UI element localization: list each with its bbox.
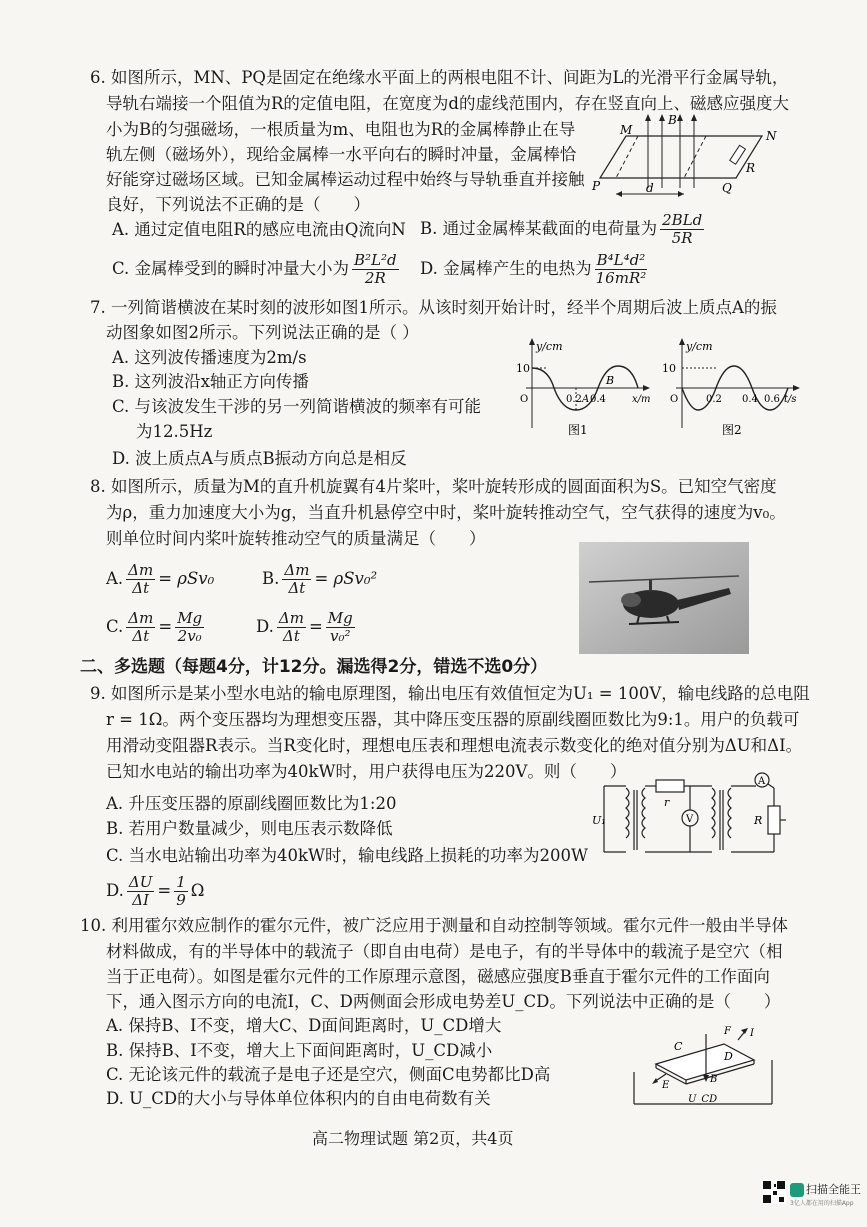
qr-code-icon [762,1180,786,1204]
fig1-caption: 图1 [568,423,588,437]
q8-option-a-rhs: = ρSv₀ [158,569,215,588]
fig6-label-b: B [668,113,677,127]
ammeter-icon: A [758,776,766,787]
q6-rail-figure [586,108,786,212]
q8-option-c-frac-lhs: $\frac{\Delta m}{\Delta t}$ [128,609,154,645]
q9-line-4: 已知水电站的输出功率为40kW时，用户获得电压为220V。则（ ） [106,762,627,781]
q8-option-c-frac-rhs: $\frac{Mg}{\text{2v₀}}$ [177,609,203,645]
q10-option-a[interactable]: A. 保持B、I不变，增大C、D面间距离时，U_CD增大 [106,1016,502,1035]
fig6-label-p: P [592,179,601,193]
fig9-label-r-load: R [754,814,763,827]
q8-line-2: 为ρ，重力加速度大小为g，当直升机悬停空中时，桨叶旋转推动空气，空气获得的速度为v₀。 [106,503,786,522]
fig10-label-f: F [724,1026,731,1037]
q9-circuit-figure [590,766,790,866]
q9-option-d[interactable] [106,872,204,910]
q8-option-a[interactable] [106,560,214,598]
fig10-label-b: B [710,1074,718,1085]
q8-option-a-label: A. [106,569,124,588]
q6-line-5: 好能穿过磁场区域。已知金属棒运动过程中始终与导轨垂直并接触 [106,170,585,189]
q9-option-d-eq: = [157,881,172,900]
fig1-val10: 10 [516,362,530,375]
q8-option-d-frac-lhs: $\frac{\Delta m}{\Delta t}$ [278,609,304,645]
q8-option-d-eq: = [308,617,323,636]
q6-option-a[interactable]: A. 通过定值电阻R的感应电流由Q流向N [112,220,406,239]
section-2-heading: 二、多选题（每题4分，计12分。漏选得2分，错选不选0分） [80,657,548,677]
q8-line-1: 8. 如图所示，质量为M的直升机旋翼有4片桨叶，桨叶旋转形成的圆面面积为S。已知空气密度 [90,477,777,496]
fig1-label-a: A [582,394,590,405]
fig10-label-c: C [674,1040,683,1053]
q8-option-d[interactable] [256,608,358,646]
q6-option-c-frac: $\frac{\text{B²L²d}}{2R}$ [354,251,397,287]
q8-option-b[interactable] [262,560,377,598]
q8-option-c[interactable] [106,608,207,646]
q9-line-2: r = 1Ω。两个变压器均为理想变压器，其中降压变压器的原副线圈匝数比为9:1。用户的负载可 [106,710,800,729]
q10-line-1: 10. 利用霍尔效应制作的霍尔元件，被广泛应用于测量和自动控制等领域。霍尔元件一般由半导体 [80,916,788,935]
fig2-ylabel: y/cm [686,340,713,353]
fig6-label-n: N [766,129,777,143]
fig10-label-d: D [724,1050,733,1063]
fig6-label-q: Q [722,181,732,195]
q6-option-b[interactable] [420,210,707,248]
q6-option-d[interactable] [420,250,650,288]
helicopter-photo [579,542,749,654]
q9-option-d-frac-rhs: $\frac{1}{9}$ [176,873,186,909]
fig6-label-m: M [620,123,633,137]
q8-option-d-label: D. [256,617,274,636]
q7-line-2: 动图象如图2所示。下列说法正确的是（ ） [106,323,419,342]
q6-line-1: 6. 如图所示，MN、PQ是固定在绝缘水平面上的两根电阻不计、间距为L的光滑平行金属导轨， [90,68,789,87]
fig9-label-r-line: r [664,796,670,809]
fig2-tick-04: 0.4 [742,394,758,405]
q6-line-3: 小为B的匀强磁场，一根质量为m、电阻也为R的金属棒静止在导 [106,120,576,139]
q9-line-3: 用滑动变阻器R表示。当R变化时，理想电压表和理想电流表示数变化的绝对值分别为ΔU和ΔI。 [106,736,803,755]
q9-option-a[interactable]: A. 升压变压器的原副线圈匝数比为1:20 [106,794,397,813]
q7-wave-figure-2 [656,338,806,438]
q8-option-a-frac: $\frac{\Delta m}{\Delta t}$ [128,561,154,597]
q9-option-d-label: D. [106,881,124,900]
watermark-title: 扫描全能王 [806,1183,861,1196]
fig2-tick-02: 0.2 [706,394,722,405]
q6-line-6: 良好，下列说法不正确的是（ ） [106,195,370,214]
fig10-label-ucd: U_CD [688,1094,718,1105]
q6-line-4: 轨左侧（磁场外），现给金属棒一水平向右的瞬时冲量，金属棒恰 [106,145,577,164]
q6-option-b-text: B. 通过金属棒某截面的电荷量为 [420,219,658,238]
q8-option-c-label: C. [106,617,124,636]
page-footer: 高二物理试题 第2页，共4页 [312,1129,514,1148]
fig1-xlabel: x/m [632,394,651,405]
q9-option-c[interactable]: C. 当水电站输出功率为40kW时，输电线路上损耗的功率为200W [106,846,588,865]
q9-option-d-unit: Ω [190,881,205,900]
q10-line-4: 下，通入图示方向的电流I，C、D两侧面会形成电势差U_CD。下列说法中正确的是（ ） [106,992,781,1011]
fig1-tick-02: 0.2 [566,394,582,405]
fig1-ylabel: y/cm [536,340,563,353]
fig10-label-e: E [662,1080,670,1091]
fig6-label-d: d [646,181,654,195]
q9-option-b[interactable]: B. 若用户数量减少，则电压表示数降低 [106,819,393,838]
q7-option-a[interactable]: A. 这列波传播速度为2m/s [112,348,307,367]
q7-option-c-cont: 为12.5Hz [136,422,213,441]
q7-option-b[interactable]: B. 这列波沿x轴正方向传播 [112,372,309,391]
q10-option-c[interactable]: C. 无论该元件的载流子是电子还是空穴，侧面C电势都比D高 [106,1065,551,1084]
fig1-label-b: B [606,374,615,387]
fig6-label-r: R [746,161,756,175]
q7-wave-figure-1 [506,338,656,438]
fig1-tick-04: 0.4 [590,394,606,405]
q10-option-b[interactable]: B. 保持B、I不变，增大上下面间距离时，U_CD减小 [106,1041,493,1060]
q6-line-2: 导轨右端接一个阻值为R的定值电阻，在宽度为d的虚线范围内，存在竖直向上、磁感应强度大 [106,94,789,113]
q8-option-c-eq: = [158,617,173,636]
fig10-label-i: I [750,1028,754,1039]
fig1-origin: O [520,394,529,405]
q8-option-b-frac: $\frac{\Delta m}{\Delta t}$ [284,561,310,597]
watermark-subtitle: 3亿人都在用的扫描App [790,1200,854,1207]
q6-option-c[interactable] [112,250,402,288]
fig2-tick-06: 0.6 [764,394,780,405]
q8-line-3: 则单位时间内桨叶旋转推动空气的质量满足（ ） [106,529,486,548]
fig2-xlabel: t/s [784,394,797,405]
q6-option-d-frac: $\frac{\text{B⁴L⁴d²}}{\text{16mR²}}$ [595,251,647,287]
q9-line-1: 9. 如图所示是某小型水电站的输电原理图，输出电压有效值恒定为U₁ = 100V，输电线路的总电阻 [90,684,810,703]
q6-option-d-text: D. 金属棒产生的电热为 [420,259,592,278]
q10-line-2: 材料做成，有的半导体中的载流子（即自由电荷）是电子，有的半导体中的载流子是空穴（相 [106,942,783,961]
fig2-origin: O [670,394,679,405]
fig2-caption: 图2 [722,423,742,437]
q6-option-b-frac: $\frac{\text{2BLd}}{5R}$ [662,211,703,247]
q8-option-b-rhs: = ρSv₀² [314,569,378,588]
q10-line-3: 当于正电荷）。如图是霍尔元件的工作原理示意图，磁感应强度B垂直于霍尔元件的工作面向 [106,967,770,986]
q10-hall-figure [626,1020,782,1110]
q7-option-c[interactable]: C. 与该波发生干涉的另一列简谐横波的频率有可能 [112,397,482,416]
q10-option-d[interactable]: D. U_CD的大小与导体单位体积内的自由电荷数有关 [106,1089,491,1108]
q9-option-d-frac-lhs: $\frac{\Delta U}{\Delta I}$ [128,873,153,909]
q8-option-d-frac-rhs: $\frac{Mg}{\text{v₀²}}$ [327,609,353,645]
q6-option-c-text: C. 金属棒受到的瞬时冲量大小为 [112,259,350,278]
q7-option-d[interactable]: D. 波上质点A与质点B振动方向总是相反 [112,449,407,468]
voltmeter-icon: V [686,814,694,825]
q7-line-1: 7. 一列简谐横波在某时刻的波形如图1所示。从该时刻开始计时，经半个周期后波上质点A的振 [90,298,777,317]
fig9-label-u1: U₁ [592,814,606,827]
cs-logo-icon [790,1183,804,1197]
q8-option-b-label: B. [262,569,280,588]
fig2-val10: 10 [662,362,676,375]
